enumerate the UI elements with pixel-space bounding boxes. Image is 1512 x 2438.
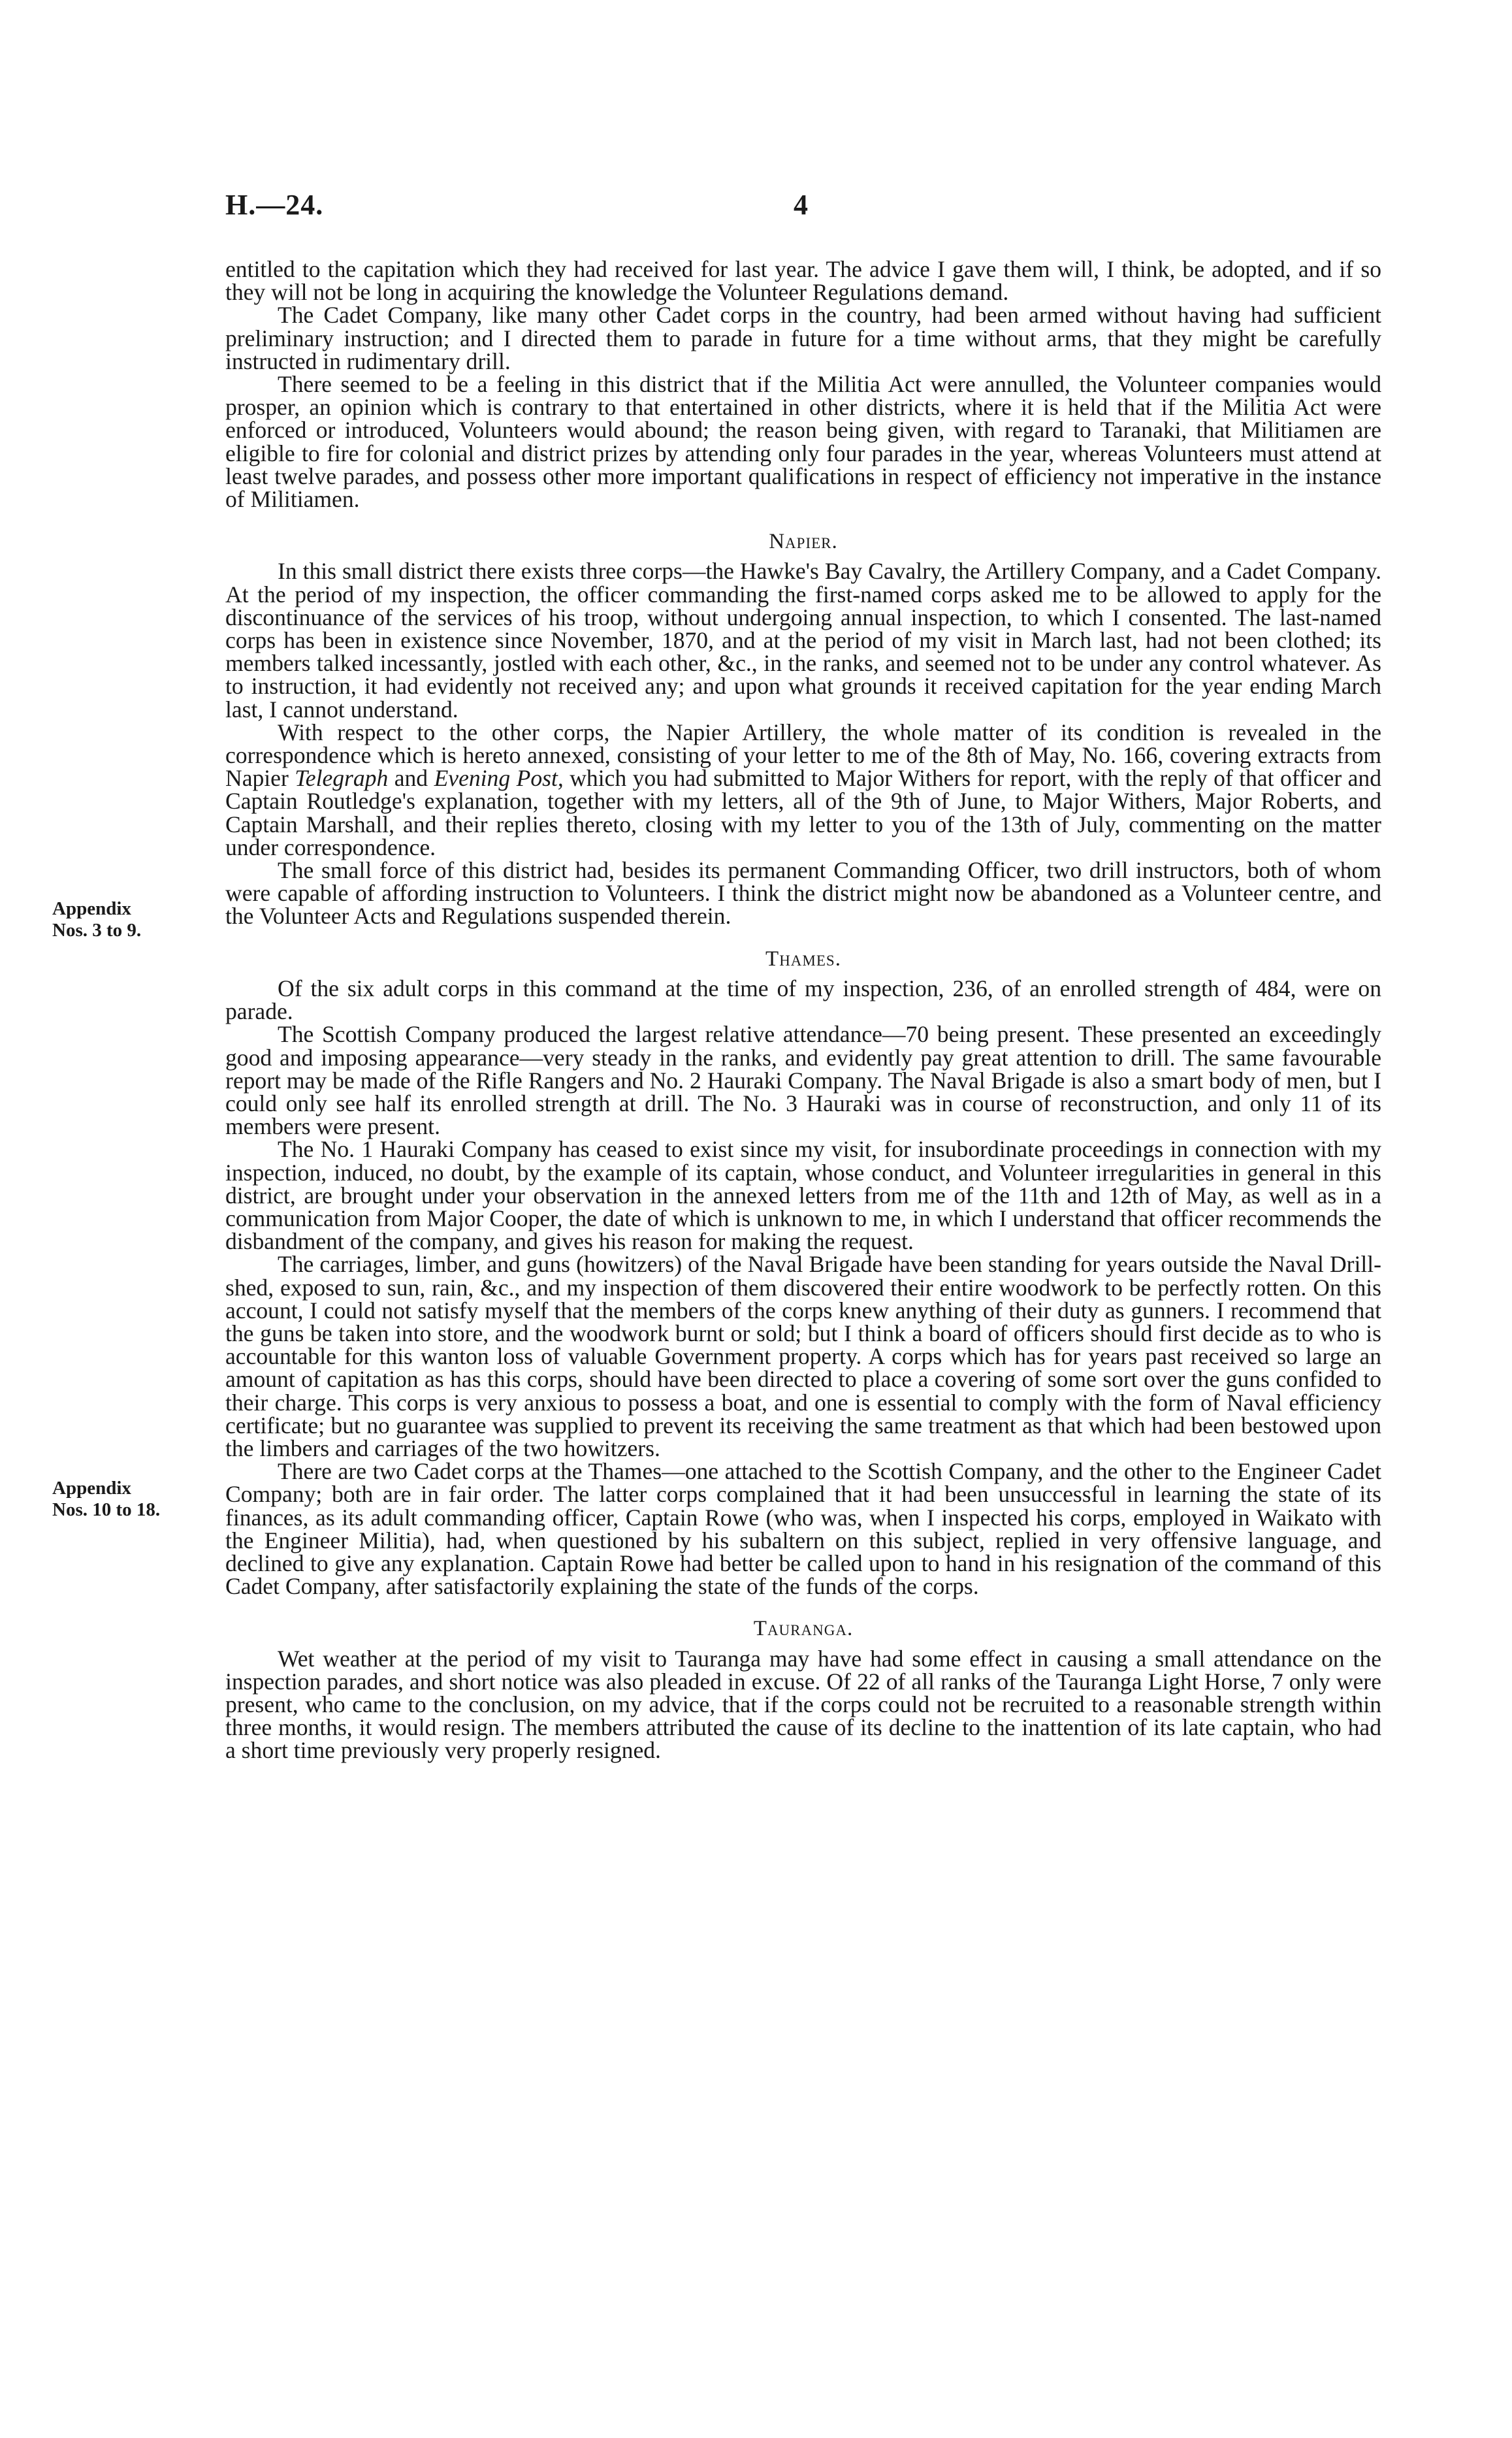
body-text	[225, 258, 1381, 1763]
newspaper-title: Evening Post,	[434, 765, 564, 792]
paragraph: There seemed to be a feeling in this district that if the Militia Act were annulled, the Volunteer companies would prosper, an opinion which is contrary to that entertained in other districts, where it is held that if the Militia Act were enforced or introduced, Volunteers would abound; the reason being given, with regard to Taranaki, that Militiamen are eligible to fire for colonial and district prizes by attending only four parades in the year, whereas Volunteers must attend at least twelve parades, and possess other more important qualifications in respect of efficiency not imperative in the instance of Militiamen.	[225, 371, 1381, 513]
margin-note-line: Nos. 3 to 9.	[52, 920, 142, 941]
paragraph: The No. 1 Hauraki Company has ceased to exist since my visit, for insubordinate proceedings in connection with my inspection, induced, no doubt, by the example of its captain, whose conduct, and Volunteer irregularities in general in this district, are brought under your observation in the annexed letters from me of the 11th and 12th of May, as well as in a communication from Major Cooper, the date of which is unknown to me, in which I understand that officer recommends the disbandment of the company, and gives his reason for making the request.	[225, 1136, 1381, 1255]
paragraph: Wet weather at the period of my visit to Tauranga may have had some effect in causing a small attendance on the inspection parades, and short notice was also pleaded in excuse. Of 22 of all ranks of the Tauranga Light Horse, 7 only were present, who came to the conclusion, on my advice, that if the corps could not be recruited to a reasonable strength within three months, it would resign. The members attributed the cause of its decline to the inattention of its late captain, who had a short time previously very properly resigned.	[225, 1645, 1381, 1764]
paragraph: Of the six adult corps in this command at the time of my inspection, 236, of an enrolled strength of 484, were on parade.	[225, 975, 1381, 1025]
paragraph: The Scottish Company produced the largest relative attendance—70 being present. These presented an exceedingly good and imposing appearance—very steady in the ranks, and evidently pay great attention to drill. The same favourable report may be made of the Rifle Rangers and No. 2 Hauraki Company. The Naval Brigade is also a smart body of men, but I could only see half its enrolled strength at drill. The No. 3 Hauraki was in course of reconstruction, and only 11 of its members were present.	[225, 1021, 1381, 1140]
margin-note-appendix-10-18	[52, 1478, 196, 1521]
paragraph: The small force of this district had, besides its permanent Commanding Officer, two drill instructors, both of whom were capable of affording instruction to Volunteers. I think the district might now be abandoned as a Volunteer centre, and the Volunteer Acts and Regulations suspended therein.	[225, 857, 1381, 930]
page-number: 4	[794, 189, 808, 221]
margin-note-line: Appendix	[52, 898, 131, 919]
margin-note-line: Appendix	[52, 1478, 131, 1499]
section-heading-tauranga: Tauranga.	[753, 1617, 854, 1641]
margin-note-appendix-3-9	[52, 898, 196, 941]
section-heading-napier: Napier.	[769, 530, 838, 554]
paragraph: There are two Cadet corps at the Thames—one attached to the Scottish Company, and the other to the Engineer Cadet Company; both are in fair order. The latter corps complained that it had been unsuccessful in learning the state of its finances, as its adult commanding officer, Captain Rowe (who was, when I inspected his corps, employed in Waikato with the Engineer Militia), had, when questioned by his subaltern on this subject, replied in very offensive language, and declined to give any explanation. Captain Rowe had better be called upon to hand in his resignation of the command of this Cadet Company, after satisfactorily explaining the state of the funds of the corps.	[225, 1458, 1381, 1600]
paragraph	[225, 721, 1381, 859]
margin-note-line: Nos. 10 to 18.	[52, 1499, 161, 1520]
paragraph: The Cadet Company, like many other Cadet corps in the country, had been armed without having had sufficient preliminary instruction; and I directed them to parade in future for a time without arms, that they might be carefully instructed in rudimentary drill.	[225, 302, 1381, 374]
section-heading-thames: Thames.	[765, 947, 841, 971]
newspaper-title: Telegraph	[295, 765, 389, 792]
paragraph-text: and	[388, 765, 434, 792]
document-code: H.—24.	[225, 189, 324, 221]
paragraph: The carriages, limber, and guns (howitzers) of the Naval Brigade have been standing for years outside the Naval Drill-shed, exposed to sun, rain, &c., and my inspection of them discovered their entire woodwork to be perfectly rotten. On this account, I could not satisfy myself that the members of the corps knew anything of their duty as gunners. I recommend that the guns be taken into store, and the woodwork burnt or sold; but I think a board of officers should first decide as to who is accountable for this wanton loss of valuable Government property. A corps which has for years past received so large an amount of capitation as has this corps, should have been directed to place a covering of some sort over the guns confided to their charge. This corps is very anxious to possess a boat, and one is essential to comply with the form of Naval efficiency certificate; but no guarantee was supplied to prevent its receiving the same treatment as that which had been bestowed upon the limbers and carriages of the two howitzers.	[225, 1251, 1381, 1461]
paragraph: entitled to the capitation which they had received for last year. The advice I gave them will, I think, be adopted, and if so they will not be long in acquiring the knowledge the Volunteer Regulations demand.	[225, 256, 1381, 306]
paragraph-text: With respect to the other corps, the Napier Artillery, the whole matter of its condition is revealed in the correspondence which is hereto annexed, consisting of your letter to me of the 8th of May, No. 166, covering extracts from Napier	[225, 719, 1381, 792]
paragraph: In this small district there exists three corps—the Hawke's Bay Cavalry, the Artillery Company, and a Cadet Company. At the period of my inspection, the officer commanding the first-named corps asked me to be allowed to apply for the discontinuance of the services of his troop, without undergoing annual inspection, to which I consented. The last-named corps has been in existence since November, 1870, and at the period of my visit in March last, had not been clothed; its members talked incessantly, jostled with each other, &c., in the ranks, and seemed not to be under any control whatever. As to instruction, it had evidently not received any; and upon what grounds it received capitation for the year ending March last, I cannot understand.	[225, 558, 1381, 723]
paragraph-text: which you had submitted to Major Withers for report, with the reply of that officer and Captain Routledge's explanation, together with my letters, all of the 9th of June, to Major Withers, Major Roberts, and Captain Marshall, and their replies thereto, closing with my letter to you of the 13th of July, commenting on the matter under correspondence.	[225, 765, 1381, 860]
